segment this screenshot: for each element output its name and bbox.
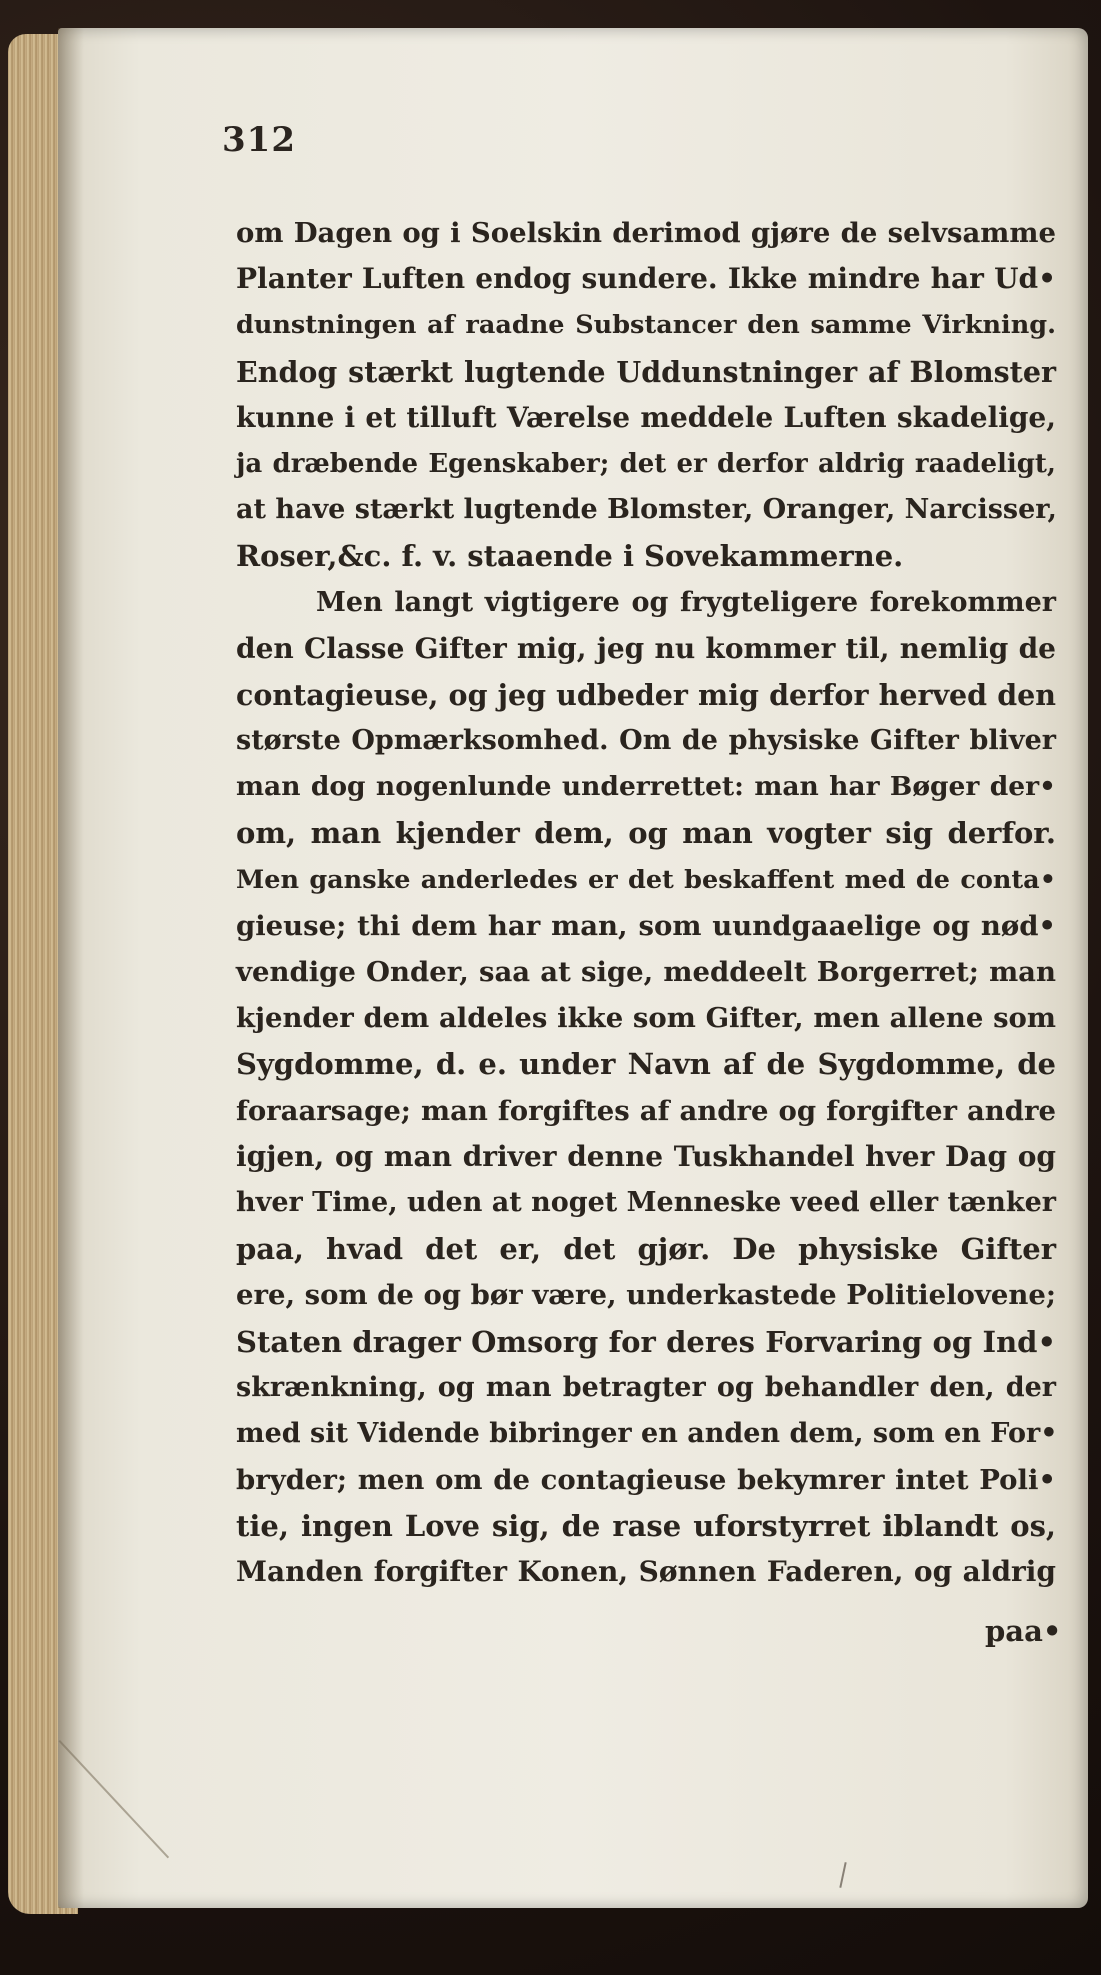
text-line: ere, som de og bør være, underkastede Politielovene; (236, 1279, 1056, 1312)
text-line: igjen, og man driver denne Tuskhandel hver Dag og (236, 1139, 1056, 1173)
text-line: dunstningen af raadne Substancer den samme Virkning. (236, 310, 1056, 341)
text-line: tie, ingen Love sig, de rase uforstyrret iblandt os, (236, 1509, 1056, 1544)
text-line: paa, hvad det er, det gjør. De physiske Gifter (236, 1232, 1056, 1267)
text-line: man dog nogenlunde underrettet: man har Bøger der• (236, 771, 1056, 803)
text-line: contagieuse, og jeg udbeder mig derfor herved den (236, 677, 1056, 712)
body-text (236, 210, 1056, 1596)
gutter-shadow (58, 28, 84, 1908)
paragraph-start-line: Men langt vigtigere og frygteligere forekommer (316, 586, 1056, 618)
text-line: Sygdomme, d. e. under Navn af de Sygdomme, de (236, 1047, 1056, 1082)
text-line: Staten drager Omsorg for deres Forvaring og Ind• (236, 1324, 1056, 1359)
text-line: at have stærkt lugtende Blomster, Oranger, Narcisser, (236, 494, 1057, 526)
text-line: om Dagen og i Soelskin derimod gjøre de selvsamme (236, 217, 1056, 249)
text-line: Planter Luften endog sundere. Ikke mindre har Ud• (236, 262, 1056, 296)
text-line: skrænkning, og man betragter og behandler den, der (236, 1371, 1056, 1403)
text-line: den Classe Gifter mig, jeg nu kommer til, nemlig de (236, 631, 1056, 665)
text-line: bryder; men om de contagieuse bekymrer intet Poli• (236, 1464, 1056, 1497)
text-line: Men ganske anderledes er det beskaffent med de conta• (236, 864, 1056, 895)
text-line: kunne i et tilluft Værelse meddele Luften skadelige, (236, 400, 1056, 434)
text-line: om, man kjender dem, og man vogter sig derfor. (236, 816, 1056, 851)
catchword: paa• (985, 1614, 1062, 1648)
text-line: ja dræbende Egenskaber; det er derfor aldrig raadeligt, (236, 448, 1056, 479)
text-line: hver Time, uden at noget Menneske veed eller tænker (236, 1186, 1057, 1218)
text-line: gieuse; thi dem har man, som uundgaaelige og nød• (236, 909, 1056, 942)
page-number: 312 (222, 120, 296, 160)
text-line: foraarsage; man forgiftes af andre og forgifter andre (236, 1094, 1056, 1127)
text-line: kjender dem aldeles ikke som Gifter, men allene som (236, 1002, 1056, 1035)
text-line: Roser,&c. f. v. staaende i Sovekammerne. (236, 539, 904, 574)
text-line: vendige Onder, saa at sige, meddeelt Borgerret; man (236, 956, 1056, 988)
text-line: største Opmærksomhed. Om de physiske Gifter bliver (236, 725, 1056, 757)
text-line: Endog stærkt lugtende Uddunstninger af Blomster (236, 354, 1056, 389)
text-line: med sit Vidende bibringer en anden dem, som en For• (236, 1417, 1058, 1449)
text-line: Manden forgifter Konen, Sønnen Faderen, og aldrig (236, 1555, 1056, 1589)
